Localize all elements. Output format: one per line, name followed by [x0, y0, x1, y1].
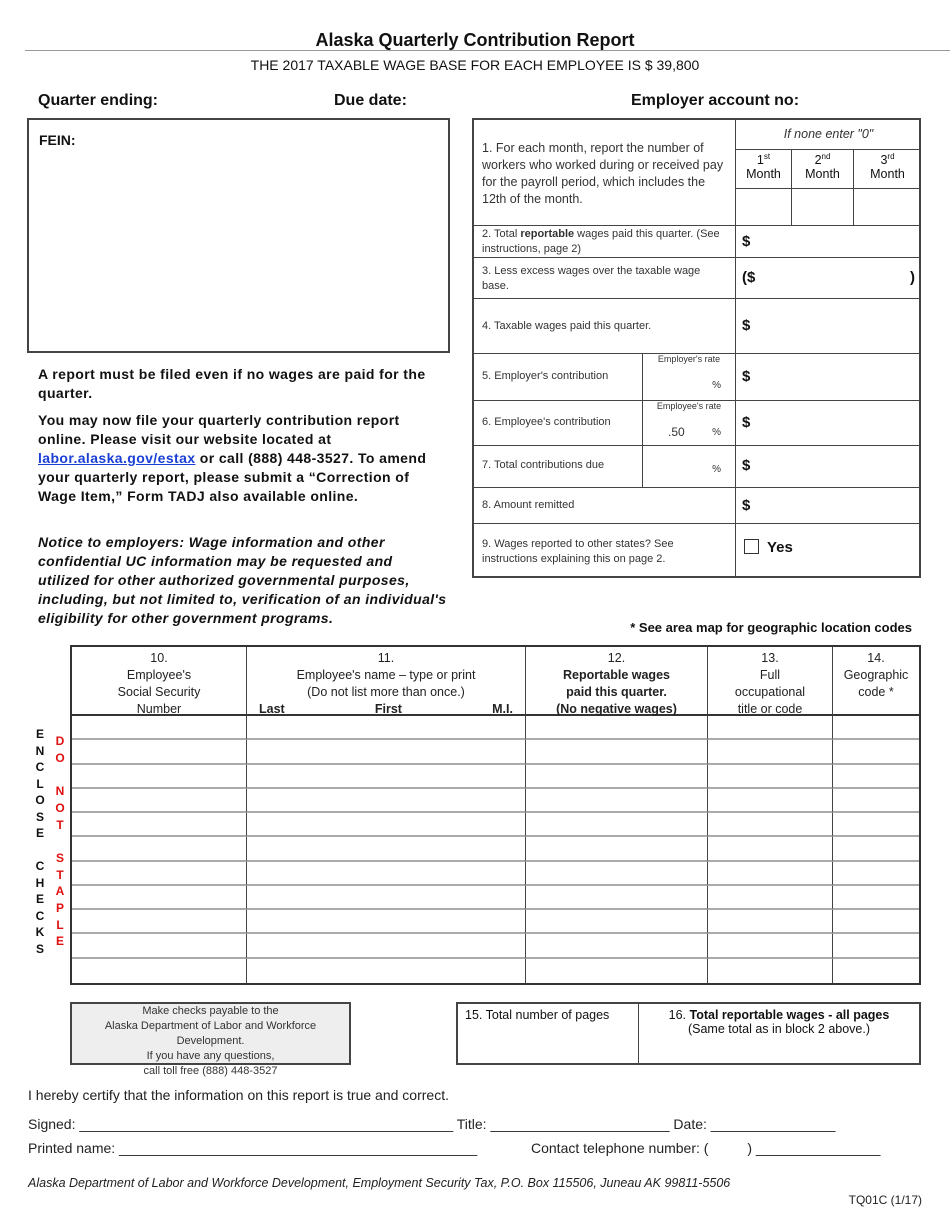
table-cell-geo[interactable] [833, 789, 919, 813]
table-cell-ssn[interactable] [72, 934, 247, 958]
yes-checkbox[interactable] [744, 539, 759, 554]
employee-wage-table [70, 645, 921, 985]
table-cell-ssn[interactable] [72, 765, 247, 789]
side-letter: E [55, 934, 64, 949]
side-letter: S [55, 850, 64, 865]
side-letter: T [56, 867, 64, 882]
table-cell-geo[interactable] [833, 934, 919, 958]
side-letter: D [55, 734, 65, 748]
table-cell-occupation[interactable] [708, 886, 833, 910]
side-letter: E [35, 727, 44, 741]
table-cell-geo[interactable] [833, 886, 919, 910]
quarter-ending-label: Quarter ending: [38, 92, 159, 109]
table-cell-wages[interactable] [526, 740, 708, 764]
side-letter: A [55, 884, 65, 899]
month-1-header: 1st Month [736, 150, 792, 189]
side-letter: K [35, 925, 45, 939]
col-occupation-header: 13. Full occupational title or code [708, 647, 833, 716]
table-cell-ssn[interactable] [72, 910, 247, 934]
form-id: TQ01C (1/17) [848, 1193, 922, 1207]
wage-base-note: THE 2017 TAXABLE WAGE BASE FOR EACH EMPLOYEE IS $ 39,800 [250, 57, 700, 73]
printed-name-line[interactable]: Printed name: ______________________________________________ [28, 1140, 478, 1156]
table-cell-ssn[interactable] [72, 862, 247, 886]
side-letter: N [35, 743, 45, 758]
side-letter: O [35, 793, 45, 807]
payable-note: Make checks payable to the Alaska Department of Labor and Workforce Development. If you have any questions, call toll free (888) 448-3527 [70, 1002, 351, 1065]
side-letter [54, 833, 66, 850]
signature-line[interactable]: Signed: ________________________________________________ Title: _______________________ Date: ________________ [28, 1116, 836, 1132]
table-cell-geo[interactable] [833, 813, 919, 837]
total-rate-input[interactable]: % [643, 446, 736, 488]
table-cell-geo[interactable] [833, 716, 919, 740]
table-cell-occupation[interactable] [708, 813, 833, 837]
col-ssn-header: 10. Employee's Social Security Number [72, 647, 247, 716]
table-cell-occupation[interactable] [708, 765, 833, 789]
table-cell-name[interactable] [247, 934, 526, 958]
certify-statement: I hereby certify that the information on this report is true and correct. [28, 1087, 449, 1103]
table-cell-name[interactable] [247, 813, 526, 837]
table-cell-ssn[interactable] [72, 716, 247, 740]
table-cell-ssn[interactable] [72, 959, 247, 983]
col-name-header: 11. Employee's name – type or print (Do not list more than once.) Last First M.I. [247, 647, 526, 716]
table-cell-occupation[interactable] [708, 837, 833, 861]
col-wages-header: 12. Reportable wages paid this quarter. (No negative wages) [526, 647, 708, 716]
table-cell-wages[interactable] [526, 716, 708, 740]
side-letter [54, 766, 66, 783]
employer-contribution-input[interactable]: $ [736, 354, 921, 401]
side-letter: L [56, 917, 64, 932]
amount-remitted-input[interactable]: $ [736, 488, 921, 524]
table-cell-wages[interactable] [526, 862, 708, 886]
table-cell-wages[interactable] [526, 789, 708, 813]
side-letter: S [35, 809, 44, 824]
table-cell-name[interactable] [247, 740, 526, 764]
item-7-label: 7. Total contributions due [474, 446, 643, 488]
side-letter: E [35, 892, 44, 906]
side-letter: O [55, 750, 65, 765]
item-2-label: 2. Total reportable wages paid this quarter. (See instructions, page 2) [474, 226, 736, 258]
table-cell-occupation[interactable] [708, 862, 833, 886]
item-9-label: 9. Wages reported to other states? See instructions explaining this on page 2. [474, 524, 736, 578]
table-cell-name[interactable] [247, 959, 526, 983]
side-letter: E [35, 826, 44, 840]
item-6-label: 6. Employee's contribution [474, 401, 643, 446]
month-3-input[interactable] [854, 189, 921, 226]
table-cell-wages[interactable] [526, 765, 708, 789]
month-1-input[interactable] [736, 189, 792, 226]
table-cell-name[interactable] [247, 886, 526, 910]
side-letter: P [55, 901, 64, 916]
item-1-label: 1. For each month, report the number of workers who worked during or received pay for the payroll period, which includes the 12th of the month. [474, 120, 736, 226]
table-cell-wages[interactable] [526, 959, 708, 983]
table-cell-occupation[interactable] [708, 789, 833, 813]
table-cell-name[interactable] [247, 862, 526, 886]
due-date-label: Due date: [334, 92, 407, 109]
table-cell-occupation[interactable] [708, 934, 833, 958]
table-cell-name[interactable] [247, 789, 526, 813]
table-cell-geo[interactable] [833, 959, 919, 983]
table-cell-ssn[interactable] [72, 789, 247, 813]
table-cell-occupation[interactable] [708, 959, 833, 983]
other-states-yes[interactable]: Yes [736, 524, 921, 578]
online-filing-note: You may now file your quarterly contribution report online. Please visit our website located at labor.alaska.gov/estax or call (888) 448-3527. To amend your quarterly report, please submit a “Correction of Wage Item,” Form TADJ also available online. [38, 412, 427, 504]
estax-link[interactable]: labor.alaska.gov/estax [38, 450, 196, 466]
employee-rate-field: Employee's rate .50 % [643, 401, 736, 446]
fein-field[interactable] [27, 118, 450, 353]
table-cell-name[interactable] [247, 910, 526, 934]
excess-wages-input[interactable]: ($ ) [736, 258, 921, 299]
employer-notice: Notice to employers: Wage information and other confidential UC information may be requested and utilized for other authorized governmental purposes, including, but not limited to, verification of an individual's eligibility for other government programs. [38, 534, 447, 626]
table-cell-name[interactable] [247, 765, 526, 789]
table-cell-geo[interactable] [833, 910, 919, 934]
none-note: If none enter "0" [736, 120, 921, 150]
fein-label: FEIN: [39, 132, 76, 148]
side-letter [34, 842, 46, 859]
side-letter: H [35, 875, 45, 890]
table-cell-ssn[interactable] [72, 837, 247, 861]
table-cell-wages[interactable] [526, 813, 708, 837]
table-cell-name[interactable] [247, 837, 526, 861]
item-8-label: 8. Amount remitted [474, 488, 736, 524]
table-cell-ssn[interactable] [72, 813, 247, 837]
month-2-header: 2nd Month [792, 150, 854, 189]
table-cell-wages[interactable] [526, 886, 708, 910]
table-cell-geo[interactable] [833, 862, 919, 886]
table-cell-occupation[interactable] [708, 910, 833, 934]
side-letter: C [35, 908, 45, 923]
table-cell-geo[interactable] [833, 765, 919, 789]
item-5-label: 5. Employer's contribution [474, 354, 643, 401]
table-cell-geo[interactable] [833, 837, 919, 861]
employer-account-label: Employer account no: [631, 92, 800, 109]
item-3-label: 3. Less excess wages over the taxable wage base. [474, 258, 736, 299]
month-3-header: 3rd Month [854, 150, 921, 189]
totals-box [456, 1002, 921, 1065]
taxable-wages-input[interactable]: $ [736, 299, 921, 354]
table-cell-name[interactable] [247, 716, 526, 740]
side-letter: C [35, 859, 45, 873]
footer-address: Alaska Department of Labor and Workforce Development, Employment Security Tax, P.O. Box 115506, Juneau AK 99811-5506 [28, 1176, 731, 1190]
table-cell-wages[interactable] [526, 910, 708, 934]
enclose-checks-label [34, 726, 46, 957]
side-letter: O [55, 800, 65, 815]
side-letter: C [35, 760, 45, 774]
table-cell-occupation[interactable] [708, 740, 833, 764]
do-not-staple-label [54, 733, 66, 950]
table-cell-wages[interactable] [526, 837, 708, 861]
total-pages-field[interactable]: 15. Total number of pages [458, 1004, 639, 1063]
total-wages-input[interactable]: $ [736, 226, 921, 258]
side-letter: N [55, 784, 65, 799]
area-map-note: * See area map for geographic location codes [630, 620, 912, 635]
side-letter: L [36, 776, 44, 791]
table-cell-geo[interactable] [833, 740, 919, 764]
page-title: Alaska Quarterly Contribution Report [315, 30, 635, 50]
table-cell-occupation[interactable] [708, 716, 833, 740]
side-letter: T [56, 817, 64, 832]
side-letter: S [35, 941, 44, 956]
table-cell-wages[interactable] [526, 934, 708, 958]
employee-contribution-input[interactable]: $ [736, 401, 921, 446]
col-geo-header: 14. Geographic code * [833, 647, 919, 716]
report-required-note: A report must be filed even if no wages are paid for the quarter. [38, 366, 426, 401]
contribution-block [472, 118, 921, 578]
table-cell-ssn[interactable] [72, 740, 247, 764]
divider [25, 50, 950, 51]
employer-rate-input[interactable]: Employer's rate % [643, 354, 736, 401]
contact-phone-line[interactable]: Contact telephone number: ( ) ________________ [531, 1140, 881, 1156]
total-wages-all-pages-field[interactable]: 16. Total reportable wages - all pages (Same total as in block 2 above.) [668, 1008, 890, 1036]
month-2-input[interactable] [792, 189, 854, 226]
item-4-label: 4. Taxable wages paid this quarter. [474, 299, 736, 354]
total-contributions-input[interactable]: $ [736, 446, 921, 488]
table-cell-ssn[interactable] [72, 886, 247, 910]
